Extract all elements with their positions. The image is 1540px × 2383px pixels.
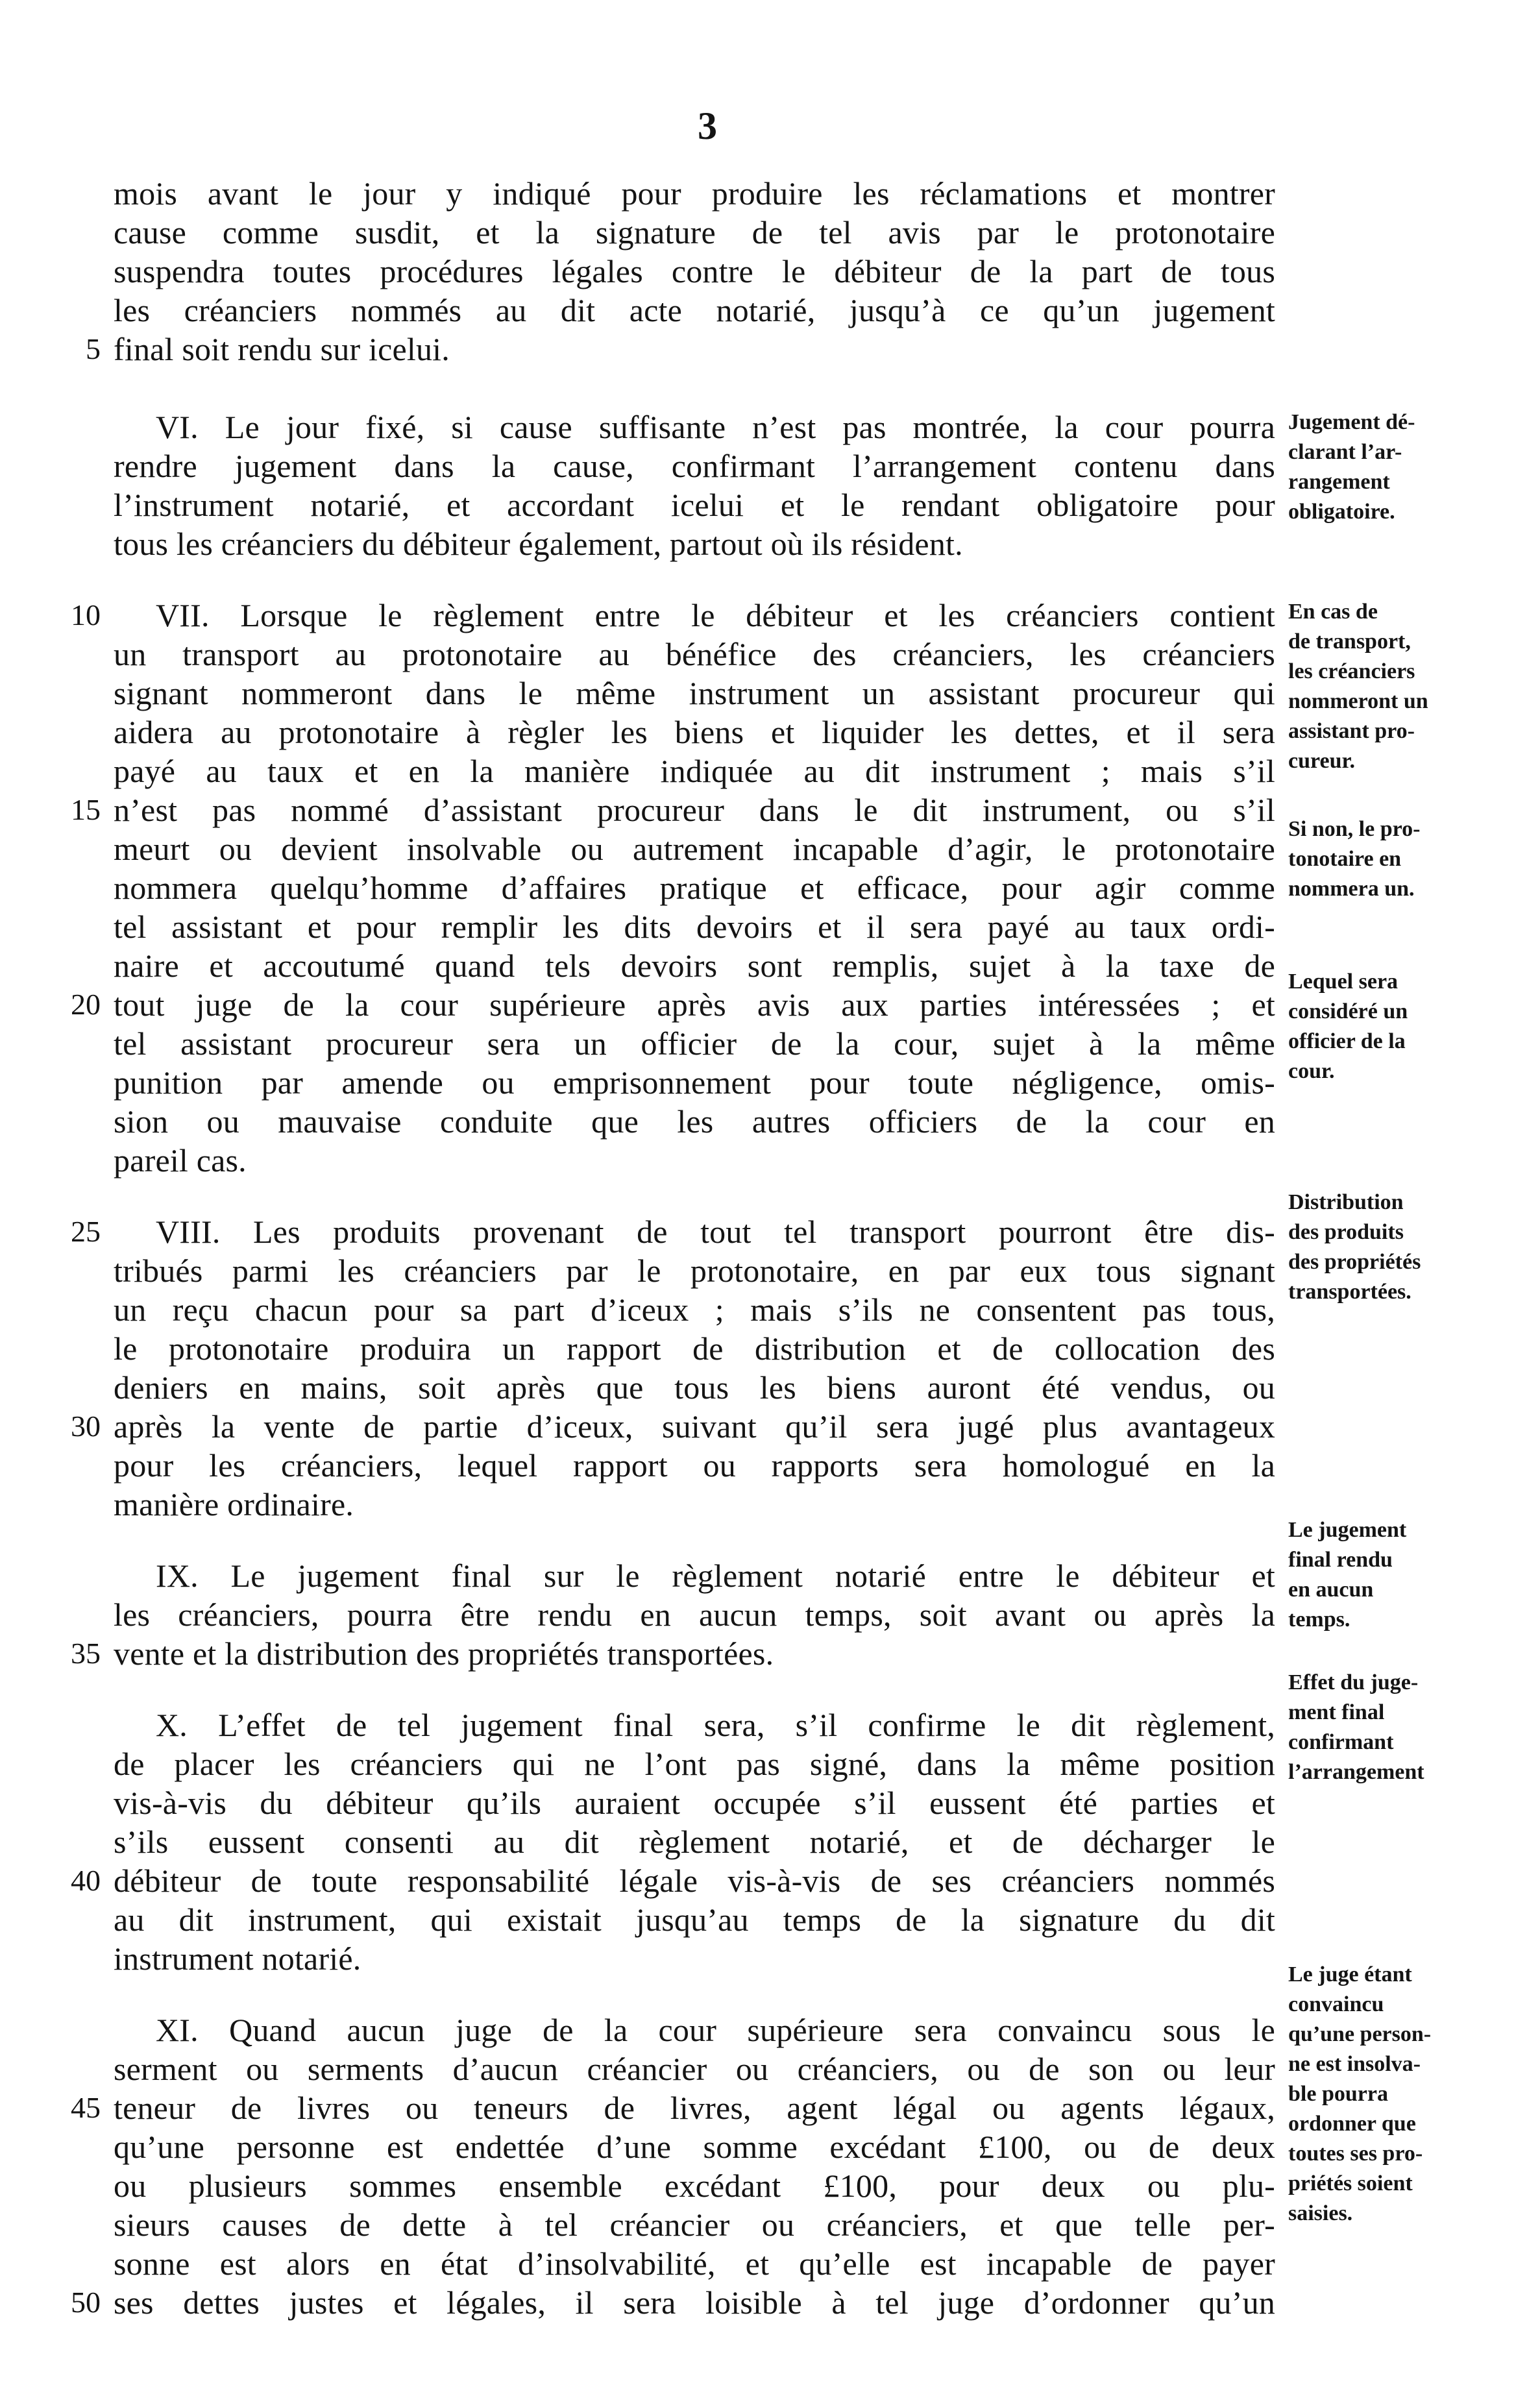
- marginal-note-line: tonotaire en: [1288, 847, 1402, 871]
- body-line: aidera au protonotaire à règler les biens et liquider les dettes, et il sera: [114, 714, 1275, 750]
- marginal-note-line: ne est insolva-: [1288, 2052, 1421, 2076]
- body-line: rendre jugement dans la cause, confirmant l’arrangement contenu dans: [114, 448, 1275, 484]
- body-line: payé au taux et en la manière indiquée au dit instrument ; mais s’il: [114, 753, 1275, 789]
- marginal-note-line: considéré un: [1288, 999, 1408, 1023]
- body-line: suspendra toutes procédures légales contre le débiteur de la part de tous: [114, 253, 1275, 289]
- marginal-note-line: ment final: [1288, 1700, 1385, 1724]
- page-number: 3: [698, 104, 717, 147]
- marginal-note-line: rangement: [1288, 470, 1390, 494]
- marginal-note-line: clarant l’ar-: [1288, 440, 1402, 464]
- line-number: 10: [71, 598, 101, 631]
- body-line: tel assistant procureur sera un officier de la cour, sujet à la même: [114, 1025, 1275, 1062]
- marginal-note-line: ble pourra: [1288, 2082, 1388, 2106]
- body-line: tout juge de la cour supérieure après avis aux parties intéressées ; et: [114, 986, 1275, 1023]
- body-line: ou plusieurs sommes ensemble excédant £100, pour deux ou plu-: [114, 2168, 1275, 2204]
- marginal-note-line: nommera un.: [1288, 877, 1415, 901]
- body-line: teneur de livres ou teneurs de livres, agent légal ou agents légaux,: [114, 2090, 1275, 2126]
- marginal-note-line: assistant pro-: [1288, 719, 1415, 743]
- body-line: VIII. Les produits provenant de tout tel transport pourront être dis-: [156, 1214, 1275, 1250]
- body-line: serment ou serments d’aucun créancier ou créanciers, ou de son ou leur: [114, 2051, 1275, 2087]
- line-number: 50: [71, 2286, 101, 2319]
- body-line: VII. Lorsque le règlement entre le débiteur et les créanciers contient: [156, 597, 1275, 633]
- body-line: qu’une personne est endettée d’une somme excédant £100, ou de deux: [114, 2129, 1275, 2165]
- marginal-note-line: convaincu: [1288, 1992, 1384, 2016]
- body-line: manière ordinaire.: [114, 1486, 354, 1522]
- marginal-note-line: nommeront un: [1288, 689, 1428, 713]
- body-line: ses dettes justes et légales, il sera loisible à tel juge d’ordonner qu’un: [114, 2284, 1275, 2321]
- marginal-note-line: toutes ses pro-: [1288, 2142, 1423, 2166]
- marginal-note-line: de transport,: [1288, 629, 1411, 654]
- line-number: 35: [71, 1637, 101, 1670]
- body-line: de placer les créanciers qui ne l’ont pas signé, dans la même position: [114, 1746, 1275, 1782]
- marginal-note-line: l’arrangement: [1288, 1760, 1424, 1784]
- marginal-note-line: Si non, le pro-: [1288, 817, 1421, 841]
- body-line: tribués parmi les créanciers par le protonotaire, en par eux tous signant: [114, 1253, 1275, 1289]
- marginal-note-line: ordonner que: [1288, 2112, 1416, 2136]
- body-line: n’est pas nommé d’assistant procureur dans le dit instrument, ou s’il: [114, 792, 1275, 828]
- body-line: vente et la distribution des propriétés transportées.: [114, 1635, 774, 1672]
- body-line: débiteur de toute responsabilité légale vis-à-vis de ses créanciers nommés: [114, 1863, 1275, 1899]
- body-line: après la vente de partie d’iceux, suivant qu’il sera jugé plus avantageux: [114, 1408, 1275, 1445]
- body-line: nommera quelqu’homme d’affaires pratique et efficace, pour agir comme: [114, 870, 1275, 906]
- marginal-note-line: cour.: [1288, 1059, 1335, 1083]
- body-line: XI. Quand aucun juge de la cour supérieure sera convaincu sous le: [156, 2012, 1275, 2048]
- marginal-note-line: Lequel sera: [1288, 970, 1399, 994]
- body-line: sion ou mauvaise conduite que les autres officiers de la cour en: [114, 1103, 1275, 1140]
- body-line: pour les créanciers, lequel rapport ou rapports sera homologué en la: [114, 1447, 1275, 1484]
- body-line: s’ils eussent consenti au dit règlement notarié, et de décharger le: [114, 1824, 1275, 1860]
- body-line: sieurs causes de dette à tel créancier ou créanciers, et que telle per-: [114, 2206, 1275, 2243]
- marginal-note-line: officier de la: [1288, 1029, 1406, 1053]
- body-line: deniers en mains, soit après que tous les biens auront été vendus, ou: [114, 1369, 1275, 1406]
- body-line: au dit instrument, qui existait jusqu’au temps de la signature du dit: [114, 1901, 1275, 1938]
- body-line: le protonotaire produira un rapport de distribution et de collocation des: [114, 1330, 1275, 1367]
- marginal-note-line: priétés soient: [1288, 2171, 1413, 2195]
- body-line: un reçu chacun pour sa part d’iceux ; mais s’ils ne consentent pas tous,: [114, 1291, 1275, 1328]
- body-line: tous les créanciers du débiteur également, partout où ils résident.: [114, 526, 963, 562]
- marginal-note-line: transportées.: [1288, 1280, 1412, 1304]
- line-number: 45: [71, 2091, 101, 2124]
- body-line: signant nommeront dans le même instrument un assistant procureur qui: [114, 675, 1275, 711]
- body-line: meurt ou devient insolvable ou autrement incapable d’agir, le protonotaire: [114, 831, 1275, 867]
- body-line: l’instrument notarié, et accordant icelui et le rendant obligatoire pour: [114, 487, 1275, 523]
- marginal-note-line: Le juge étant: [1288, 1962, 1412, 1986]
- body-line: final soit rendu sur icelui.: [114, 331, 450, 367]
- body-line: mois avant le jour y indiqué pour produire les réclamations et montrer: [114, 175, 1275, 212]
- marginal-note-line: qu’une person-: [1288, 2022, 1432, 2046]
- line-number: 5: [86, 332, 101, 365]
- body-line: naire et accoutumé quand tels devoirs sont remplis, sujet à la taxe de: [114, 947, 1275, 984]
- line-number: 40: [71, 1864, 101, 1897]
- body-line: pareil cas.: [114, 1142, 247, 1179]
- body-line: cause comme susdit, et la signature de tel avis par le protonotaire: [114, 214, 1275, 251]
- marginal-note-line: Jugement dé-: [1288, 410, 1415, 434]
- marginal-note-line: en aucun: [1288, 1578, 1374, 1602]
- body-line: les créanciers nommés au dit acte notarié, jusqu’à ce qu’un jugement: [114, 292, 1275, 328]
- body-line: punition par amende ou emprisonnement pour toute négligence, omis-: [114, 1064, 1275, 1101]
- body-line: tel assistant et pour remplir les dits devoirs et il sera payé au taux ordi-: [114, 909, 1275, 945]
- line-number: 20: [71, 988, 101, 1021]
- body-line: les créanciers, pourra être rendu en aucun temps, soit avant ou après la: [114, 1596, 1275, 1633]
- marginal-note-line: obligatoire.: [1288, 500, 1395, 524]
- marginal-note-line: les créanciers: [1288, 659, 1415, 683]
- marginal-note-line: saisies.: [1288, 2201, 1353, 2225]
- body-line: vis-à-vis du débiteur qu’ils auraient occupée s’il eussent été parties et: [114, 1785, 1275, 1821]
- body-line: VI. Le jour fixé, si cause suffisante n’est pas montrée, la cour pourra: [156, 409, 1275, 445]
- marginal-note-line: En cas de: [1288, 600, 1378, 624]
- body-line: X. L’effet de tel jugement final sera, s’il confirme le dit règlement,: [156, 1707, 1275, 1743]
- line-number: 15: [71, 793, 101, 826]
- line-number: 25: [71, 1215, 101, 1248]
- marginal-note-line: des propriétés: [1288, 1250, 1421, 1274]
- body-line: IX. Le jugement final sur le règlement notarié entre le débiteur et: [156, 1558, 1275, 1594]
- marginal-note-line: confirmant: [1288, 1730, 1394, 1754]
- body-line: un transport au protonotaire au bénéfice des créanciers, les créanciers: [114, 636, 1275, 672]
- marginal-note-line: des produits: [1288, 1220, 1404, 1244]
- marginal-note-line: Distribution: [1288, 1190, 1404, 1214]
- marginal-note-line: Effet du juge-: [1288, 1670, 1419, 1694]
- body-line: sonne est alors en état d’insolvabilité, et qu’elle est incapable de payer: [114, 2245, 1275, 2282]
- marginal-note-line: Le jugement: [1288, 1518, 1407, 1542]
- marginal-note-line: cureur.: [1288, 749, 1355, 773]
- marginal-note-line: final rendu: [1288, 1548, 1393, 1572]
- marginal-note-line: temps.: [1288, 1607, 1351, 1631]
- body-line: instrument notarié.: [114, 1940, 361, 1977]
- line-number: 30: [71, 1410, 101, 1443]
